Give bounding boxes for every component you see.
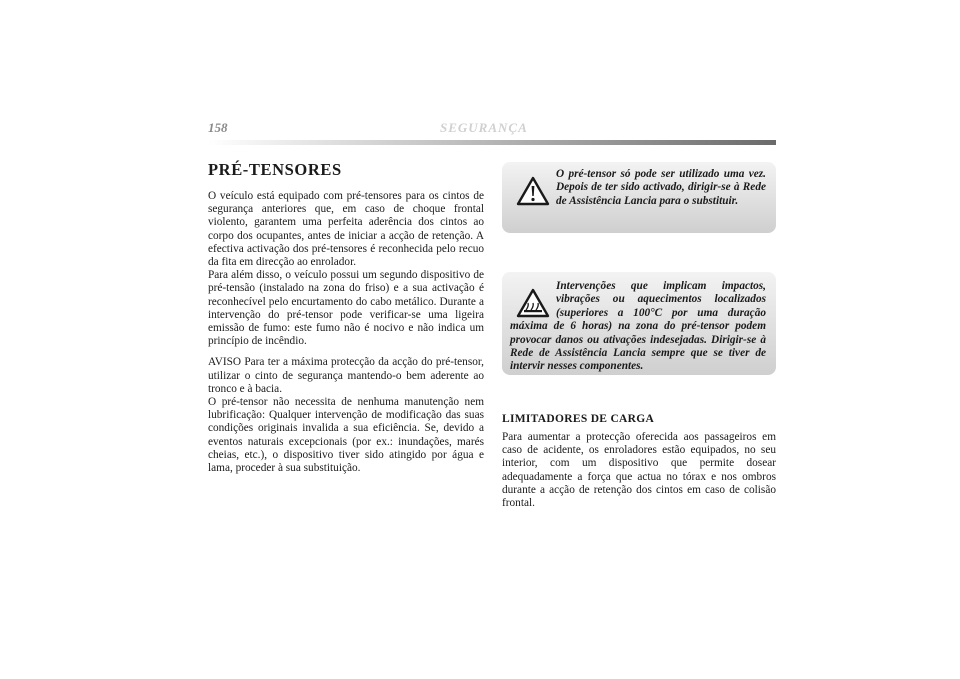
subsection-title: LIMITADORES DE CARGA <box>502 413 655 425</box>
left-column <box>208 160 484 475</box>
section-title: SEGURANÇA <box>440 120 528 135</box>
warning-text-heat: Intervenções que implicam impactos, vibrações ou aquecimentos localizados (superiores a 100°C por uma duração máxima de 6 horas) na zona do pré-tensor podem provocar danos ou ativações indesejadas. Dirigir-se à Rede de Assistência Lancia sempre que se tiver de intervir nesses componentes. <box>510 280 766 373</box>
page-title: PRÉ-TENSORES <box>208 160 342 179</box>
hot-surface-warning-icon <box>516 288 550 318</box>
warning-text-single-use: O pré-tensor só pode ser utilizado uma vez. Depois de ter sido activado, dirigir-se à Rede de Assistência Lancia para o substituir. <box>556 168 766 207</box>
page-header <box>208 118 776 148</box>
page-number: 158 <box>208 120 228 135</box>
paragraph-maintenance: O pré-tensor não necessita de nenhuma manutenção nem lubrificação: Qualquer intervenção de modificação das suas condições originais invalida a sua eficiência. Se, devido a eventos naturais excepcionais (por ex.: inundações, marés cheias, etc.), o dispositivo tiver sido atingido por água e lama, proceder à sua substituição. <box>208 396 484 475</box>
paragraph-notice: AVISO Para ter a máxima protecção da acção do pré-tensor, utilizar o cinto de segurança mantendo-o bem aderente ao tronco e à bacia. <box>208 356 484 395</box>
paragraph-second-pretensioner: Para além disso, o veículo possui um segundo dispositivo de pré-tensão (instalado na zona do friso) e a sua activação é reconhecível pelo encurtamento do cabo metálico. Durante a intervenção do pré-tensor pode verificar-se uma ligeira emissão de fumo: este fumo não é nocivo e não indica um princípio de incêndio. <box>208 269 484 348</box>
right-column <box>502 162 776 510</box>
warning-box-single-use <box>502 162 776 233</box>
header-rule <box>208 140 776 145</box>
warning-box-heat <box>502 272 776 375</box>
paragraph-load-limiters: Para aumentar a protecção oferecida aos passageiros em caso de acidente, os enroladores estão equipados, no seu interior, com um dispositivo que permite dosear adequadamente a força que actua no tórax e nos ombros durante a acção de retenção dos cintos em caso de colisão frontal. <box>502 431 776 510</box>
warning-triangle-icon <box>516 176 550 206</box>
paragraph-intro: O veículo está equipado com pré-tensores para os cintos de segurança anteriores que, em caso de choque frontal violento, garantem uma perfeita aderência dos cintos ao corpo dos ocupantes, antes de iniciar a acção de retenção. A efectiva activação dos pré-tensores é reconhecida pelo recuo da fita em direcção ao enrolador. <box>208 190 484 269</box>
